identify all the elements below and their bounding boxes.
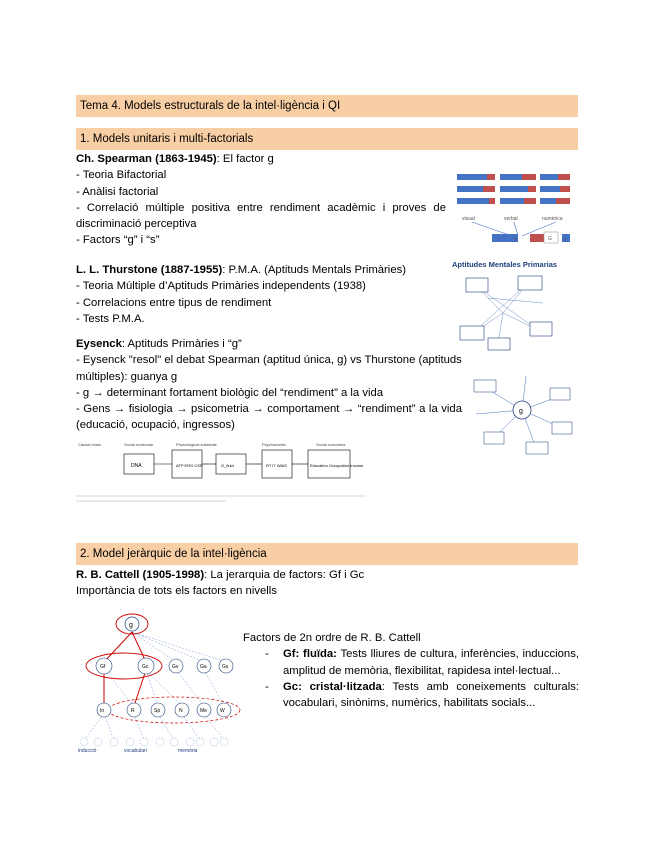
bottom-labels [78, 748, 198, 754]
chain-label: Social molecular [124, 442, 154, 447]
figure-label-numerica: numèrica [542, 216, 563, 222]
section-1-heading: 1. Models unitaris i multi-factorials [76, 128, 578, 150]
chain-labels [78, 442, 345, 447]
spearman-item: - Correlació múltiple positiva entre rendiment acadèmic i proves de discriminació perceptiva [76, 201, 446, 231]
cattell-hierarchy-figure [74, 612, 242, 754]
spearman-subtitle: : El factor g [216, 153, 274, 165]
pma-node [518, 276, 542, 290]
factor-gf [243, 646, 579, 679]
chain-caption-lines [76, 496, 366, 501]
pma-node [466, 278, 488, 292]
tree-node-label: Ga [200, 664, 207, 670]
aptitude-node [550, 388, 570, 400]
factors-title: Factors de 2n ordre de R. B. Cattell [243, 632, 421, 644]
factor-name: Gc: cristal·litzada [283, 680, 382, 693]
tree-node-label: R [131, 708, 135, 714]
factor-desc: Tests lliures de cultura, inferències, induccions, amplitud de memòria, flexibilitat, rapidesa intel·lectual... [283, 648, 579, 677]
tree-node-label: N [179, 708, 183, 714]
cattell-subtitle: : La jerarquia de factors: Gf i Gc [204, 569, 365, 581]
chain-label: Physiological substrate [176, 442, 217, 447]
chain-box-label: RT IT WAIS [266, 463, 287, 468]
thurstone-subtitle: : P.M.A. (Aptituds Mentals Primàries) [222, 264, 407, 276]
g-node-label: g [519, 408, 523, 415]
eysenck-g-figure [464, 368, 574, 460]
aptitude-node [526, 442, 548, 454]
tree-node-label: Gf [100, 664, 106, 670]
factor-name: Gf: fluïda: [283, 648, 337, 661]
cattell-factors [243, 630, 579, 711]
document-title: Tema 4. Models estructurals de la intel·ligència i QI [76, 95, 578, 117]
cattell-title [76, 567, 536, 583]
tree-bottom-label: inducció [78, 748, 97, 754]
eysenck-name: Eysenck [76, 338, 122, 350]
eysenck-causal-chain [76, 440, 376, 506]
chain-box-label: Education Occupation Income [310, 463, 364, 468]
factor-desc: : Tests amb coneixements culturals: vocabulari, sinònims, numèrics, habilitats socials... [283, 680, 579, 710]
chain-box-label: DNA [131, 463, 142, 469]
thurstone-item: - Teoria Múltiple d’Aptituds Primàries independents (1938) [76, 280, 366, 293]
spearman-title [76, 151, 446, 167]
chain-label: Social outcomes [316, 442, 346, 447]
chain-box-label: G_fluid [221, 463, 234, 468]
cattell-name: R. B. Cattell (1905-1998) [76, 569, 205, 581]
thurstone-name: L. L. Thurstone (1887-1955) [76, 264, 223, 276]
tree-node-label: In [100, 708, 105, 714]
thurstone-item: - Correlacions entre tipus de rendiment [76, 296, 272, 309]
factor-bullet: - [265, 648, 269, 661]
spearman-item: - Factors “g” i “s” [76, 234, 160, 247]
chain-box-label: ATP ERG CSR [176, 463, 203, 468]
tree-node-label: Me [200, 708, 207, 714]
eysenck-item: - Gens → fisiologia → psicometria → comportament → “rendiment” a la vida (educació, ocupació, ingressos) [76, 403, 462, 432]
spearman-name: Ch. Spearman (1863-1945) [76, 153, 217, 165]
eysenck-subtitle: : Aptituds Primàries i “g” [121, 338, 242, 350]
tree-bottom-label: vocabulari [124, 748, 147, 754]
factor-gc [243, 679, 579, 712]
thurstone-title [76, 262, 446, 278]
thurstone-item: - Tests P.M.A. [76, 312, 145, 325]
pma-node [488, 338, 510, 350]
figure-label-s2: s [564, 237, 567, 243]
second-order-nodes [96, 658, 233, 674]
eysenck-block [76, 336, 462, 434]
tree-node-label: g [129, 622, 133, 629]
chain-label: Psychometric [262, 442, 287, 447]
spearman-item: - Anàlisi factorial [76, 185, 159, 198]
factor-bars [457, 174, 570, 204]
figure-label-g: G [548, 236, 552, 242]
cattell-line2: Importància de tots els factors en nivells [76, 585, 277, 598]
eysenck-item: - Eysenck "resol" el debat Spearman (aptitud única, g) vs Thurstone (aptituds múltiples): guanya g [76, 354, 462, 383]
tree-node-label: W [220, 708, 225, 714]
eysenck-title [76, 336, 462, 352]
g-bar [530, 234, 544, 242]
tree-lines [84, 632, 226, 740]
aptitude-node [474, 380, 496, 392]
aptitude-node [552, 422, 572, 434]
tree-node-label: Sp [154, 708, 161, 714]
spearman-block [76, 151, 446, 249]
aptitude-node [484, 432, 504, 444]
factor-text [283, 679, 579, 712]
figure-label-s: s [514, 237, 517, 243]
tree-node-label: Gs [222, 664, 229, 670]
pma-node [530, 322, 552, 336]
tree-node-label: Gc [142, 664, 149, 670]
test-nodes [80, 738, 228, 746]
figure-label-visual: visual [462, 216, 475, 222]
tree-bottom-label: memòria [178, 748, 198, 754]
factor-text [283, 646, 579, 679]
section-2-heading: 2. Model jeràrquic de la intel·ligència [76, 543, 578, 565]
pma-figure-title: Aptitudes Mentales Primarias [452, 260, 558, 269]
tree-node-label: Gv [172, 664, 179, 670]
cattell-block [76, 567, 536, 600]
thurstone-pma-figure [448, 258, 560, 352]
spearman-factor-figure [452, 170, 582, 246]
spearman-item: - Teoria Bifactorial [76, 169, 167, 182]
figure-label-verbal: verbal [504, 216, 518, 222]
factor-bullet: - [265, 680, 269, 693]
chain-label: Causal chain [78, 442, 102, 447]
thurstone-block [76, 262, 446, 327]
eysenck-item: - g → determinant fortament biològic del “rendiment” a la vida [76, 386, 384, 399]
first-order-nodes [97, 703, 231, 717]
pma-node [460, 326, 484, 340]
